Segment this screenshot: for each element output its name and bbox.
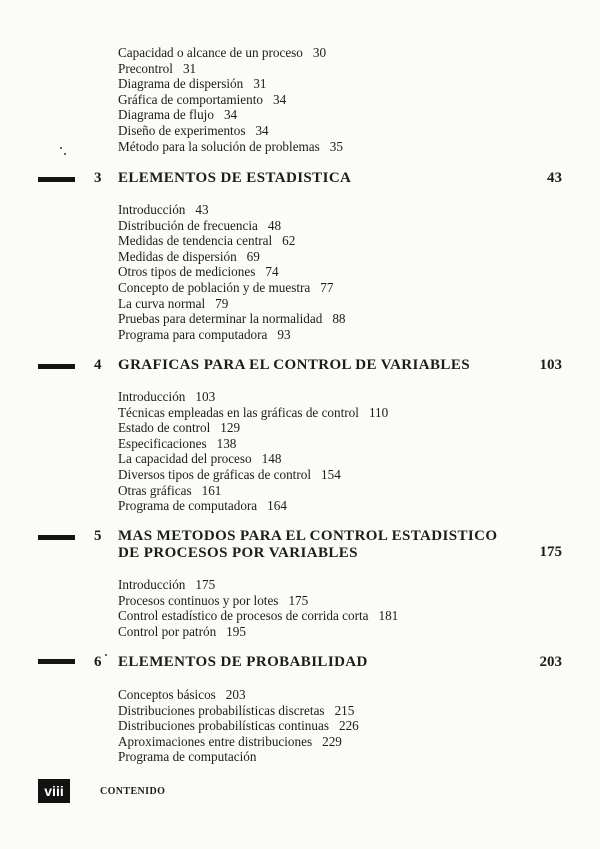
- toc-entry: [118, 45, 538, 61]
- entry-page: 129: [220, 420, 241, 436]
- entry-label: Introducción: [118, 202, 186, 217]
- chapter-bar-marker: [38, 659, 75, 664]
- toc-entry: [118, 687, 538, 703]
- chapter-bar-marker: [38, 364, 75, 369]
- entry-label: Distribución de frecuencia: [118, 217, 258, 233]
- speck-mark: [64, 153, 66, 155]
- toc-entry: [118, 749, 538, 765]
- entry-page: 229: [322, 733, 342, 749]
- entry-label: Introducción: [118, 577, 186, 592]
- entry-label: Medidas de dispersión: [118, 248, 237, 264]
- speck-mark: [105, 654, 107, 656]
- entry-label: Control por patrón: [118, 623, 217, 639]
- entry-label: Programa de computadora: [118, 498, 258, 514]
- chapter-page: 175: [539, 544, 562, 560]
- entry-label: Diseño de experimentos: [118, 122, 246, 138]
- entry-label: La capacidad del proceso: [118, 451, 252, 467]
- entry-label: Concepto de población y de muestra: [118, 279, 311, 295]
- entry-page: 110: [368, 404, 389, 420]
- chapter-6-entries: [118, 687, 538, 765]
- toc-entry: [118, 123, 538, 139]
- entry-page: 226: [338, 718, 359, 734]
- toc-entry: [118, 327, 538, 343]
- entry-page: 161: [201, 482, 222, 498]
- toc-entry: [118, 202, 538, 218]
- entry-label: Medidas de tendencia central: [118, 233, 273, 249]
- speck-mark: [60, 147, 62, 149]
- toc-entry: [118, 483, 538, 499]
- entry-label: Conceptos básicos: [118, 687, 216, 702]
- toc-entry: [118, 498, 538, 514]
- chapter-title-line: MAS METODOS PARA EL CONTROL ESTADISTICO: [118, 528, 498, 544]
- entry-label: Otros tipos de mediciones: [118, 264, 256, 280]
- toc-entry: [118, 280, 538, 296]
- entry-page: 88: [332, 311, 346, 327]
- entry-label: Diagrama de flujo: [118, 107, 214, 123]
- entry-page: 31: [182, 60, 197, 76]
- entry-page: 69: [246, 248, 260, 264]
- entry-page: 203: [225, 687, 246, 702]
- entry-page: 34: [255, 122, 269, 138]
- chapter-title: [118, 528, 497, 561]
- toc-entry: [118, 405, 538, 421]
- toc-entry: [118, 218, 538, 234]
- toc-entry: [118, 703, 538, 719]
- toc-entry: [118, 436, 538, 452]
- entry-label: Procesos continuos y por lotes: [118, 592, 279, 608]
- entry-label: Precontrol: [118, 60, 173, 76]
- entry-label: Programa para computadora: [118, 326, 268, 342]
- chapter-title: [118, 654, 368, 671]
- toc-entry: [118, 467, 538, 483]
- chapter-bar-marker: [38, 177, 75, 182]
- entry-label: Método para la solución de problemas: [118, 138, 320, 154]
- entry-page: 175: [195, 577, 216, 592]
- chapter-number: 6: [94, 654, 102, 670]
- entry-page: 35: [329, 138, 343, 154]
- toc-entry: [118, 61, 538, 77]
- entry-label: Gráfica de comportamiento: [118, 91, 263, 107]
- entry-label: Introducción: [118, 389, 186, 404]
- entry-page: 74: [265, 264, 279, 280]
- chapter-bar-marker: [38, 535, 75, 540]
- toc-entry: [118, 734, 538, 750]
- chapter-number: 3: [94, 170, 102, 186]
- toc-entry: [118, 311, 538, 327]
- toc-entry: [118, 451, 538, 467]
- chapter-number: 5: [94, 528, 102, 544]
- chapter-title: [118, 170, 351, 187]
- chapter-title: [118, 357, 470, 374]
- toc-entry: [118, 624, 538, 640]
- entry-label: Programa de computación: [118, 749, 257, 765]
- entry-page: 34: [273, 91, 287, 107]
- entry-page: 48: [267, 217, 282, 233]
- entry-page: 34: [223, 107, 238, 123]
- entry-label: Especificaciones: [118, 435, 207, 451]
- entry-page: 93: [277, 326, 291, 342]
- entry-page: 181: [378, 608, 399, 624]
- entry-label: Estado de control: [118, 420, 211, 436]
- entry-label: Pruebas para determinar la normalidad: [118, 311, 323, 327]
- chapter-3-entries: [118, 202, 538, 342]
- entry-page: 154: [321, 466, 341, 482]
- entry-page: 30: [312, 45, 327, 60]
- toc-entry: [118, 608, 538, 624]
- chapter-page: 203: [539, 654, 562, 670]
- toc-entry: [118, 76, 538, 92]
- entry-page: 164: [267, 498, 287, 514]
- entry-label: Control estadístico de procesos de corrida corta: [118, 608, 369, 624]
- toc-entry: [118, 249, 538, 265]
- entry-label: Otras gráficas: [118, 482, 192, 498]
- entry-label: Distribuciones probabilísticas continuas: [118, 718, 329, 734]
- chapter-title-line: ELEMENTOS DE PROBABILIDAD: [118, 654, 368, 670]
- entry-page: 79: [215, 295, 229, 311]
- entry-label: La curva normal: [118, 295, 206, 311]
- toc-entry: [118, 420, 538, 436]
- chapter-page: 103: [539, 357, 562, 373]
- entry-label: Aproximaciones entre distribuciones: [118, 733, 313, 749]
- chapter-page: 43: [547, 170, 562, 186]
- page-number-box: viii: [38, 779, 70, 803]
- toc-entry: [118, 296, 538, 312]
- entry-page: 103: [195, 389, 216, 404]
- chapter-4-entries: [118, 389, 538, 514]
- entry-page: 215: [334, 702, 355, 718]
- entry-page: 175: [288, 592, 309, 608]
- toc-entry: [118, 92, 538, 108]
- entry-page: 31: [253, 76, 267, 92]
- entry-page: 148: [261, 451, 282, 467]
- entry-page: 77: [320, 279, 334, 295]
- running-footer-label: CONTENIDO: [100, 786, 166, 797]
- toc-entries-continued: [118, 45, 538, 154]
- entry-page: 195: [226, 623, 246, 639]
- entry-label: Distribuciones probabilísticas discretas: [118, 702, 325, 718]
- entry-label: Técnicas empleadas en las gráficas de control: [118, 404, 359, 420]
- entry-page: 62: [282, 233, 296, 249]
- chapter-title-line: ELEMENTOS DE ESTADISTICA: [118, 170, 352, 186]
- chapter-5-entries: [118, 577, 538, 639]
- entry-page: 43: [195, 202, 209, 217]
- toc-entry: [118, 593, 538, 609]
- toc-entry: [118, 139, 538, 155]
- toc-entry: [118, 577, 538, 593]
- chapter-number: 4: [94, 357, 102, 373]
- entry-label: Diagrama de dispersión: [118, 76, 244, 92]
- toc-entry: [118, 718, 538, 734]
- toc-entry: [118, 233, 538, 249]
- entry-page: 138: [216, 435, 237, 451]
- toc-entry: [118, 264, 538, 280]
- chapter-title-line: DE PROCESOS POR VARIABLES: [118, 544, 358, 561]
- toc-entry: [118, 107, 538, 123]
- toc-entry: [118, 389, 538, 405]
- chapter-title-line: GRAFICAS PARA EL CONTROL DE VARIABLES: [118, 357, 470, 373]
- entry-label: Capacidad o alcance de un proceso: [118, 45, 303, 60]
- entry-label: Diversos tipos de gráficas de control: [118, 466, 311, 482]
